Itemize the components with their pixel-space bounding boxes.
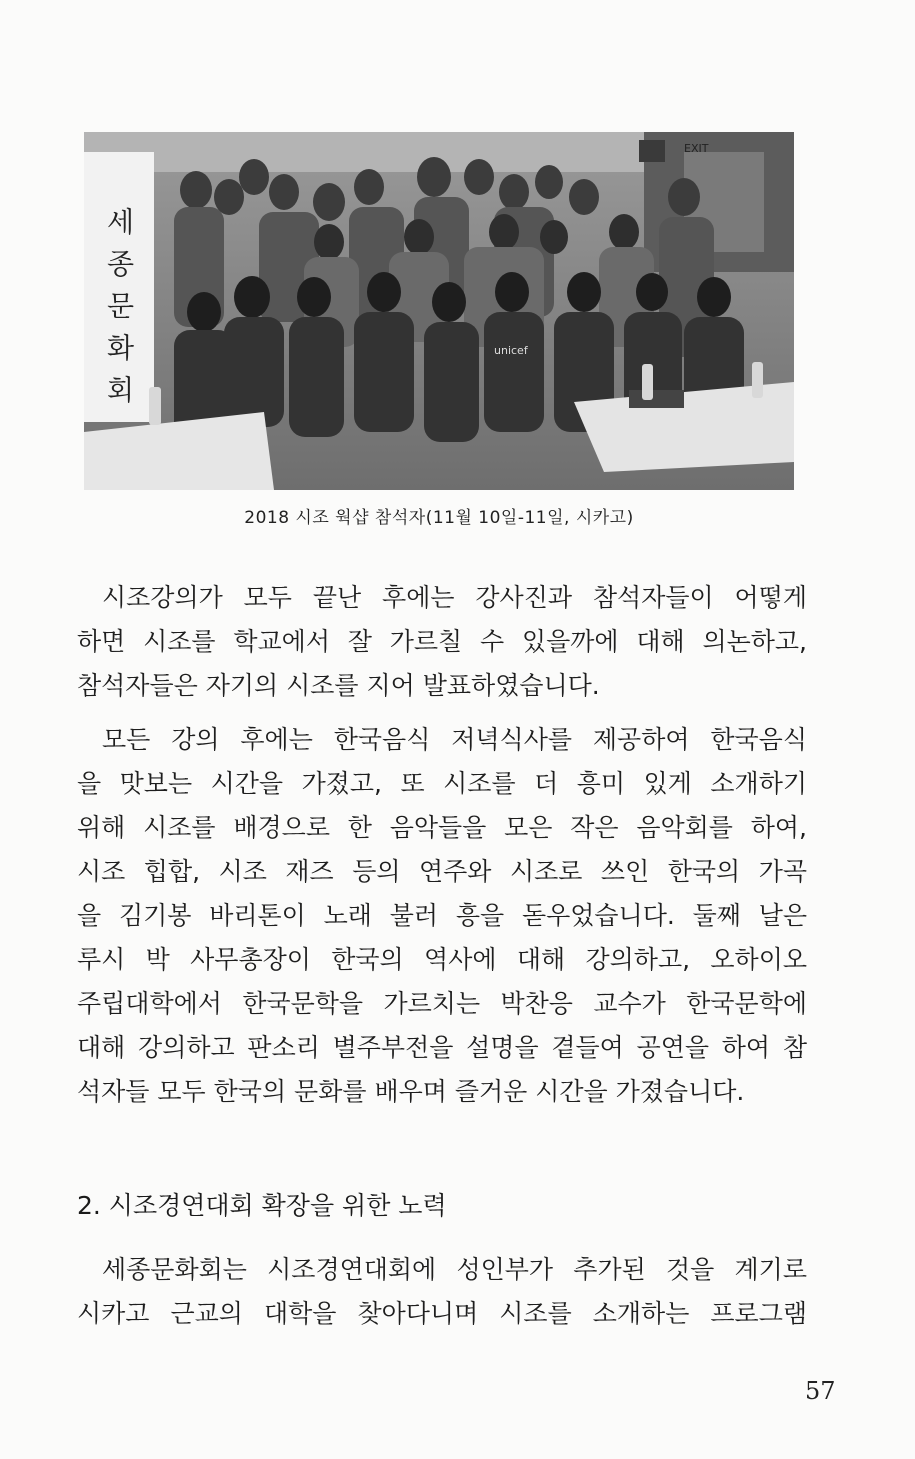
text-line: 하면 시조를 학교에서 잘 가르칠 수 있을까에 대해 의논하고, [77, 627, 807, 656]
text-line: 시조강의가 모두 끝난 후에는 강사진과 참석자들이 어떻게 [102, 583, 807, 612]
paragraph-1 [77, 576, 807, 708]
text-line: 세종문화회는 시조경연대회에 성인부가 추가된 것을 계기로 [102, 1255, 807, 1284]
paragraph-2 [77, 718, 807, 1114]
text-line: 주립대학에서 한국문학을 가르치는 박찬응 교수가 한국문학에 [77, 989, 807, 1018]
group-photo-image [84, 132, 794, 490]
text-line: 참석자들은 자기의 시조를 지어 발표하였습니다. [77, 671, 600, 700]
paragraph-3 [77, 1248, 807, 1336]
workshop-group-photo [84, 132, 794, 490]
section-heading: 2. 시조경연대회 확장을 위한 노력 [77, 1191, 447, 1220]
text-line: 을 맛보는 시간을 가졌고, 또 시조를 더 흥미 있게 소개하기 [77, 769, 807, 798]
text-line: 을 김기봉 바리톤이 노래 불러 흥을 돋우었습니다. 둘째 날은 [77, 901, 807, 930]
page-number: 57 [805, 1377, 836, 1405]
text-line: 시카고 근교의 대학을 찾아다니며 시조를 소개하는 프로그램 [77, 1299, 807, 1328]
photo-caption: 2018 시조 웍샵 참석자(11월 10일-11일, 시카고) [244, 508, 634, 528]
banner-text: 세종문화회 [102, 207, 136, 417]
text-line: 석자들 모두 한국의 문화를 배우며 즐거운 시간을 가졌습니다. [77, 1077, 745, 1106]
text-line: 모든 강의 후에는 한국음식 저녁식사를 제공하여 한국음식 [102, 725, 807, 754]
text-line: 시조 힙합, 시조 재즈 등의 연주와 시조로 쓰인 한국의 가곡 [77, 857, 807, 886]
shirt-text: unicef [494, 344, 528, 357]
text-line: 루시 박 사무총장이 한국의 역사에 대해 강의하고, 오하이오 [77, 945, 807, 974]
text-line: 대해 강의하고 판소리 별주부전을 설명을 곁들여 공연을 하여 참 [77, 1033, 807, 1062]
text-line: 위해 시조를 배경으로 한 음악들을 모은 작은 음악회를 하여, [77, 813, 807, 842]
exit-sign: EXIT [684, 142, 709, 155]
